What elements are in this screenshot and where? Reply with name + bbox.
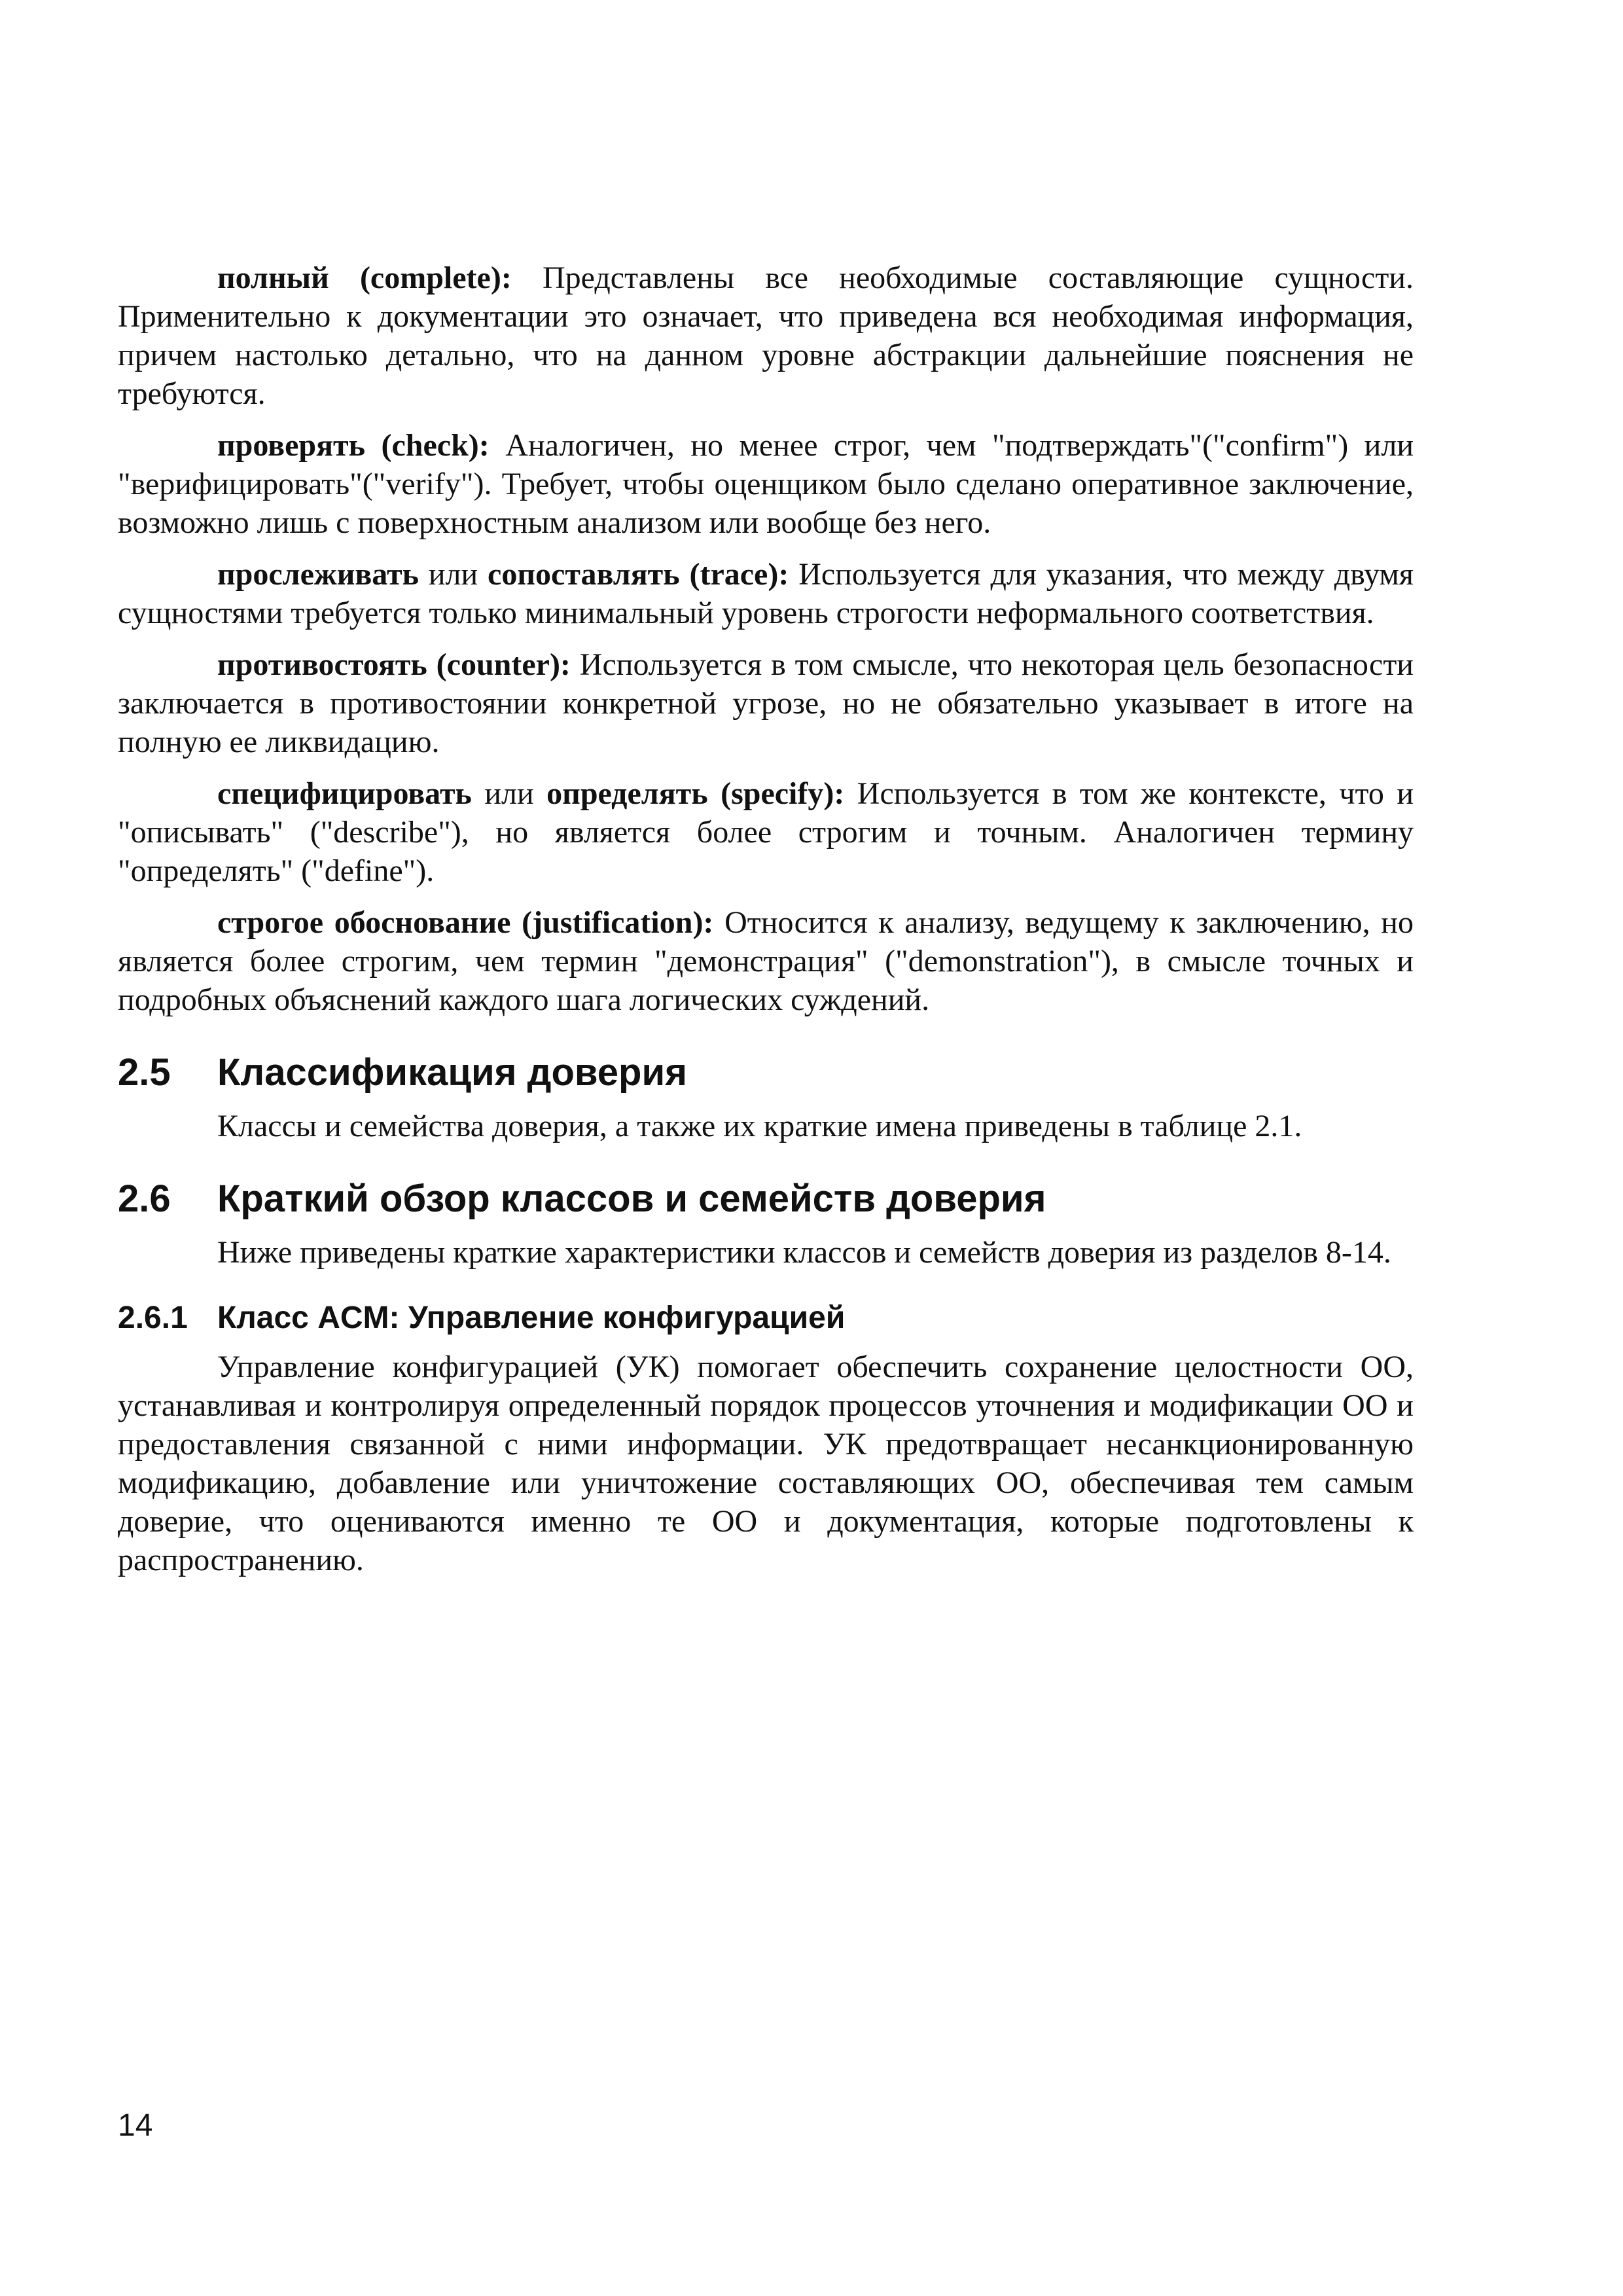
definition-text: Представлены все необходимые составляющие сущности. Применительно к документации это означает, что приведена вся необходимая информация, причем настолько детально, что на данном уровне абстракции дальнейшие пояснения не требуются.	[118, 260, 1414, 411]
definition-text: Используется в том смысле, что некоторая цель безопасности заключается в противостоянии конкретной угрозе, но не обязательно указывает в итоге на полную ее ликвидацию.	[118, 647, 1414, 759]
section-2-5-body: Классы и семейства доверия, а также их краткие имена приведены в таблице 2.1.	[217, 1109, 1302, 1143]
definition-term: проверять (check):	[217, 428, 490, 463]
section-heading-2-6	[118, 1175, 1414, 1223]
definition-connector: или	[419, 557, 488, 592]
page-number: 14	[118, 2108, 153, 2143]
definition-term: прослеживать	[217, 557, 419, 592]
definition-text: Используется в том же контексте, что и "описывать" ("describe"), но является более строгим и точным. Аналогичен термину "определять" ("define").	[118, 776, 1414, 888]
definition-term: сопоставлять (trace):	[488, 557, 789, 592]
section-number: 2.5	[118, 1051, 171, 1094]
section-number: 2.6	[118, 1177, 171, 1220]
section-title: Краткий обзор классов и семейств доверия	[217, 1177, 1046, 1220]
definition-text: Используется для указания, что между двумя сущностями требуется только минимальный уровень строгости неформального соответствия.	[118, 557, 1414, 630]
definition-text: Аналогичен, но менее строг, чем "подтверждать"("confirm") или "верифицировать"("verify"). Требует, чтобы оценщиком было сделано оперативное заключение, возможно лишь с поверхностным анализом или вообще без него.	[118, 428, 1414, 540]
section-title: Классификация доверия	[217, 1051, 687, 1094]
definition-term: противостоять (counter):	[217, 647, 571, 682]
subsection-heading-2-6-1	[118, 1298, 1414, 1338]
definitions-list	[118, 259, 1414, 1019]
definition-paragraph	[118, 903, 1414, 1019]
section-2-6-1-body: Управление конфигурацией (УК) помогает обеспечить сохранение целостности ОО, устанавливая и контролируя определенный порядок процессов уточнения и модификации ОО и предоставления связанной с ними информации. УК предотвращает несанкционированную модификацию, добавление или уничтожение составляющих ОО, обеспечивая тем самым доверие, что оцениваются именно те ОО и документация, которые подготовлены к распространению.	[118, 1350, 1414, 1577]
definition-paragraph	[118, 774, 1414, 890]
definition-paragraph	[118, 426, 1414, 542]
definition-paragraph	[118, 259, 1414, 413]
definition-term: определять (specify):	[546, 776, 845, 811]
section-heading-2-5	[118, 1049, 1414, 1096]
definition-term: полный (complete):	[217, 260, 512, 295]
definition-text: Относится к анализу, ведущему к заключению, но является более строгим, чем термин "демонстрация" ("demonstration"), в смысле точных и подробных объяснений каждого шага логических суждений.	[118, 905, 1414, 1017]
subsection-title: Класс ACM: Управление конфигурацией	[217, 1300, 846, 1335]
page-content	[118, 259, 1414, 1592]
subsection-number: 2.6.1	[118, 1300, 188, 1335]
definition-paragraph	[118, 555, 1414, 632]
definition-term: строгое обоснование (justification):	[217, 905, 714, 940]
definition-term: специфицировать	[217, 776, 472, 811]
definition-connector: или	[471, 776, 547, 811]
section-2-6-body: Ниже приведены краткие характеристики классов и семейств доверия из разделов 8-14.	[217, 1235, 1391, 1270]
definition-paragraph	[118, 645, 1414, 761]
